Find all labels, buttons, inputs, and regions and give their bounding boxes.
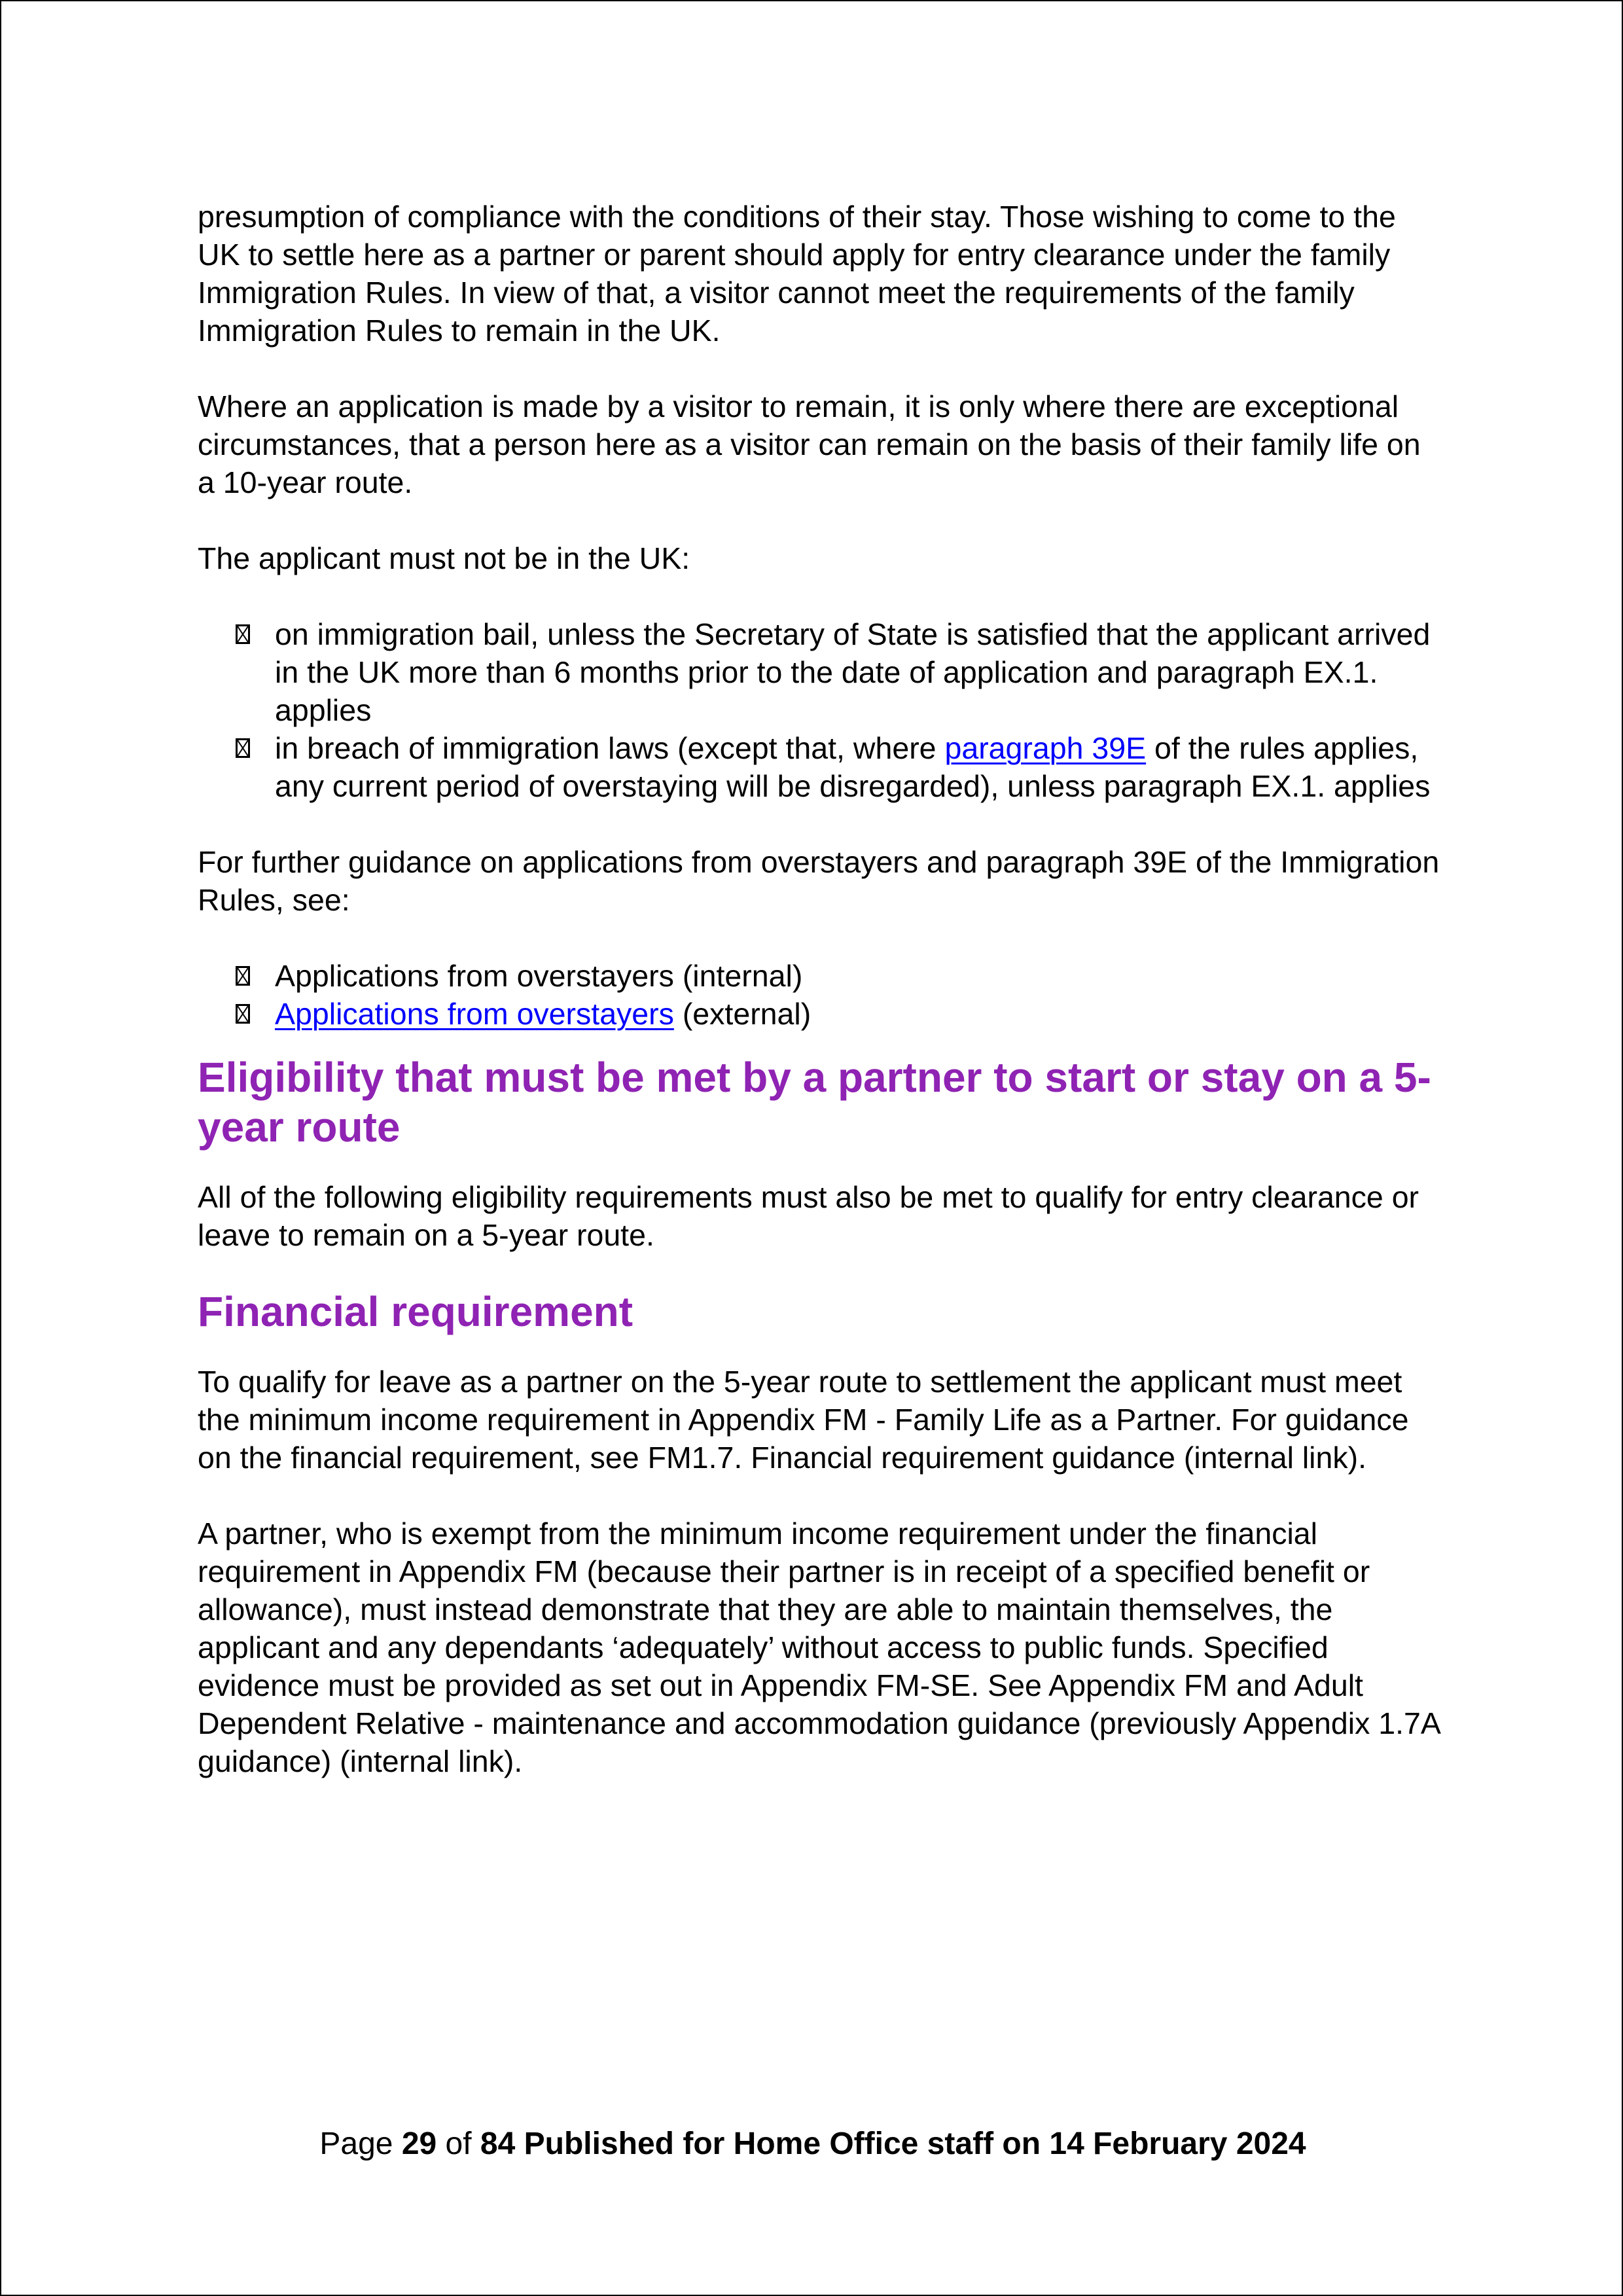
paragraph-39e-link[interactable]: paragraph 39E	[944, 731, 1147, 765]
overstayers-list	[198, 957, 1441, 1033]
footer-published-text: Published for Home Office staff on 14 February 2024	[515, 2126, 1306, 2161]
page-content	[198, 198, 1441, 1818]
list-item-text: Applications from overstayers (internal)	[275, 959, 803, 993]
paragraph-applicant-not-in-uk: The applicant must not be in the UK:	[198, 541, 690, 575]
list-item	[198, 957, 1441, 995]
paragraph-further-guidance: For further guidance on applications from overstayers and paragraph 39E of the Immigration Rules, see:	[198, 845, 1440, 917]
footer-of-label: of	[437, 2126, 480, 2161]
heading-eligibility-5-year-route: Eligibility that must be met by a partner to start or stay on a 5-year route	[198, 1054, 1431, 1151]
list-item-text: on immigration bail, unless the Secretary of State is satisfied that the applicant arrived in the UK more than 6 months prior to the date of application and paragraph EX.1. applies	[275, 617, 1431, 727]
list-item-text-after: of the rules applies, any current period of overstaying will be disregarded), unless paragraph EX.1. applies	[275, 731, 1431, 803]
footer-page-label: Page	[319, 2126, 402, 2161]
paragraph-visitor-compliance: presumption of compliance with the conditions of their stay. Those wishing to come to the UK to settle here as a partner or parent should apply for entry clearance under the family Immigration Rules. In view of that, a visitor cannot meet the requirements of the family Immigration Rules to remain in the UK.	[198, 200, 1396, 348]
missing-glyph-box-icon	[236, 624, 250, 644]
missing-glyph-box-icon	[236, 1004, 250, 1024]
footer-page-number: 29	[401, 2126, 437, 2161]
list-item	[198, 995, 1441, 1033]
not-in-uk-list	[198, 615, 1441, 805]
heading-financial-requirement: Financial requirement	[198, 1288, 633, 1335]
paragraph-minimum-income: To qualify for leave as a partner on the 5-year route to settlement the applicant must meet the minimum income requirement in Appendix FM - Family Life as a Partner. For guidance on the financial requirement, see FM1.7. Financial requirement guidance (internal link).	[198, 1365, 1409, 1475]
applications-from-overstayers-link[interactable]: Applications from overstayers	[275, 997, 674, 1031]
list-item	[198, 615, 1441, 729]
paragraph-exempt-partner: A partner, who is exempt from the minimum income requirement under the financial requirement in Appendix FM (because their partner is in receipt of a specified benefit or allowance), must instead demonstrate that they are able to maintain themselves, the applicant and any dependants ‘adequately’ without access to public funds. Specified evidence must be provided as set out in Appendix FM-SE. See Appendix FM and Adult Dependent Relative - maintenance and accommodation guidance (previously Appendix 1.7A guidance) (internal link).	[198, 1516, 1440, 1778]
footer-total-pages: 84	[480, 2126, 516, 2161]
missing-glyph-box-icon	[236, 966, 250, 986]
page-footer	[1, 2125, 1623, 2164]
list-item-text-after: (external)	[673, 997, 812, 1031]
paragraph-eligibility-requirements: All of the following eligibility requirements must also be met to qualify for entry clearance or leave to remain on a 5-year route.	[198, 1180, 1419, 1252]
list-item	[198, 729, 1441, 805]
missing-glyph-box-icon	[236, 738, 250, 758]
list-item-text-before: in breach of immigration laws (except that, where	[275, 731, 945, 765]
paragraph-visitor-exceptional: Where an application is made by a visitor to remain, it is only where there are exceptional circumstances, that a person here as a visitor can remain on the basis of their family life on a 10-year route.	[198, 389, 1421, 499]
